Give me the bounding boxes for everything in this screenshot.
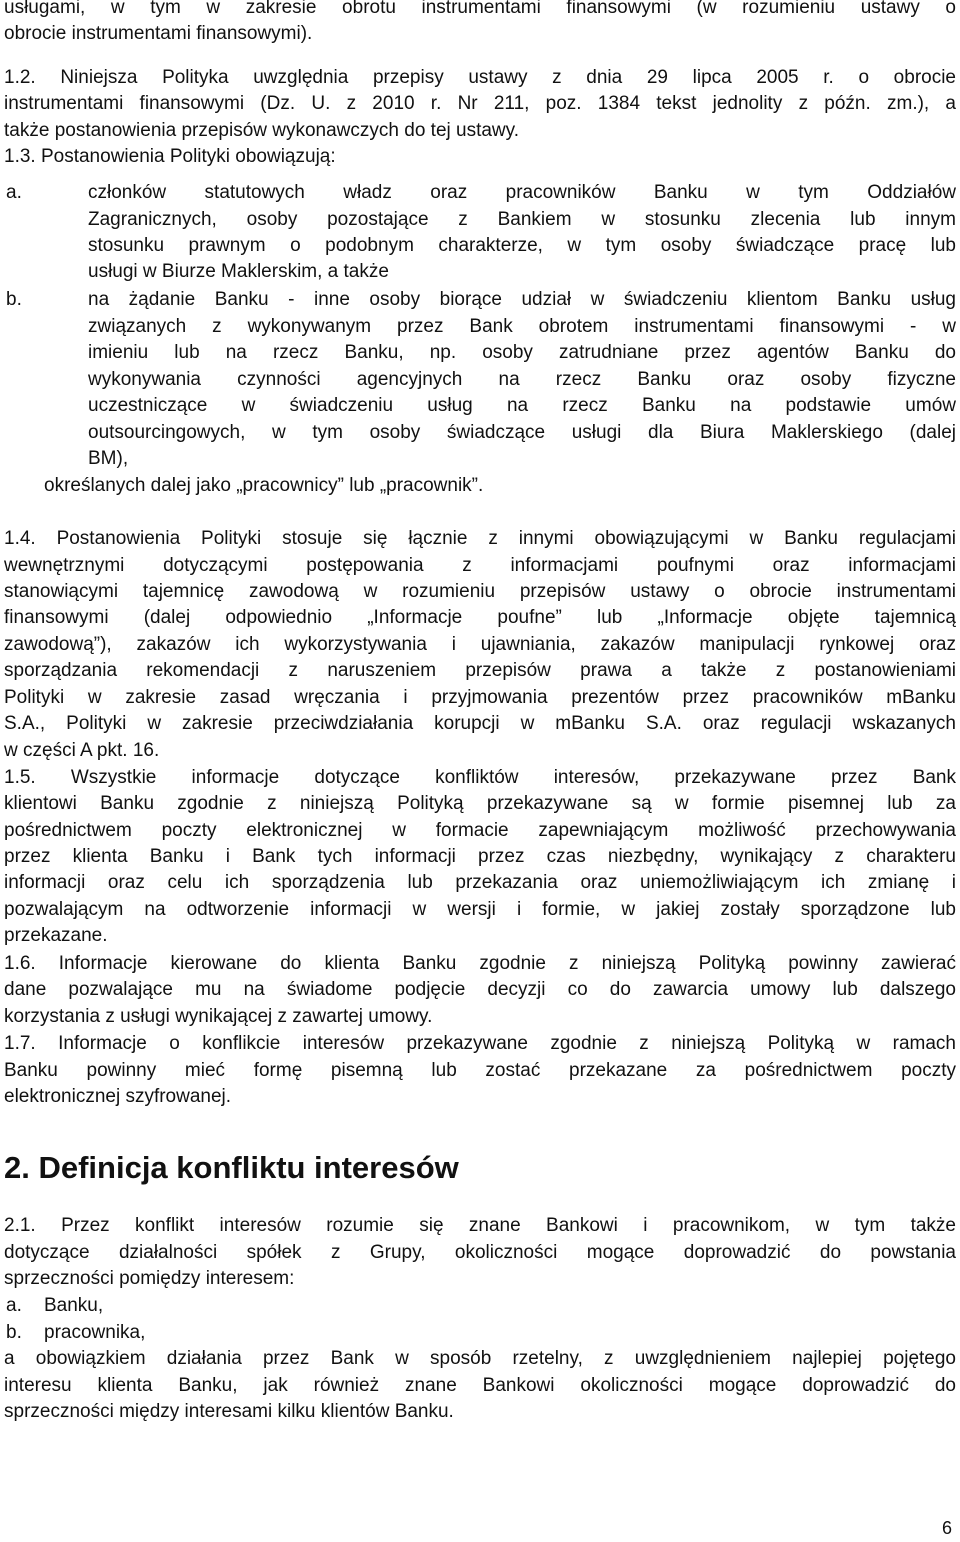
- para-2-1-end-line: interesu klienta Banku, jak również znane Bankowi okoliczności mogące doprowadzić do: [4, 1375, 956, 1396]
- para-1-4-line: stanowiącymi tajemnicę zawodową w rozumieniu przepisów ustawy o obrocie instrumentami: [4, 581, 956, 602]
- list-item-b-line: związanych z wykonywanym przez Bank obrotem instrumentami finansowymi - w: [88, 316, 956, 337]
- list-item-a-line: stosunku prawnym o podobnym charakterze, w tym osoby świadczące pracę lub: [88, 235, 956, 256]
- list-marker: a.: [6, 1295, 22, 1316]
- para-1-5-line: 1.5. Wszystkie informacje dotyczące konfliktów interesów, przekazywane przez Bank: [4, 767, 956, 788]
- para-2-1-line: dotyczące działalności spółek z Grupy, okoliczności mogące doprowadzić do powstania: [4, 1242, 956, 1263]
- para-1-4-line: Polityki w zakresie zasad wręczania i przyjmowania prezentów przez pracowników mBanku: [4, 687, 956, 708]
- para-1-5-line: pośrednictwem poczty elektronicznej w formacie zapewniającym możliwość przechowywania: [4, 820, 956, 841]
- para-1-4-line: sporządzania rekomendacji z naruszeniem przepisów prawa a także z postanowieniami: [4, 660, 956, 681]
- para-2-1-end-line: a obowiązkiem działania przez Bank w sposób rzetelny, z uwzględnieniem najlepiej pojętego: [4, 1348, 956, 1369]
- section-1-3-intro: 1.3. Postanowienia Polityki obowiązują:: [4, 146, 336, 167]
- list-item-a-line: Zagranicznych, osoby pozostające z Bankiem w stosunku zlecenia lub innym: [88, 209, 956, 230]
- list-item-b-line: BM),: [88, 448, 129, 469]
- list-item-a-line: członków statutowych władz oraz pracowników Banku w tym Oddziałów: [88, 182, 956, 203]
- text-line: obrocie instrumentami finansowymi).: [4, 23, 313, 44]
- para-1-7-line: Banku powinny mieć formę pisemną lub zostać przekazane za pośrednictwem poczty: [4, 1060, 956, 1081]
- list-item-b-line: imieniu lub na rzecz Banku, np. osoby zatrudniane przez agentów Banku do: [88, 342, 956, 363]
- para-1-5-line: przez klienta Banku i Bank tych informacji przez czas niezbędny, wynikający z charakteru: [4, 846, 956, 867]
- para-1-6-line: 1.6. Informacje kierowane do klienta Banku zgodnie z niniejszą Polityką powinny zawierać: [4, 953, 956, 974]
- para-1-6-line: dane pozwalające mu na świadome podjęcie decyzji co do zawarcia umowy lub dalszego: [4, 979, 956, 1000]
- list-item-b-line: wykonywania czynności agencyjnych na rzecz Banku oraz osoby fizyczne: [88, 369, 956, 390]
- para-1-4-line: w części A pkt. 16.: [4, 740, 160, 761]
- section-heading: 2. Definicja konfliktu interesów: [4, 1150, 459, 1185]
- para-1-6-line: korzystania z usługi wynikającej z zawartej umowy.: [4, 1006, 433, 1027]
- text-line: usługami, w tym w zakresie obrotu instrumentami finansowymi (w rozumieniu ustawy o: [4, 0, 956, 18]
- para-1-4-line: wewnętrznymi dotyczącymi postępowania z informacjami poufnymi oraz informacjami: [4, 555, 956, 576]
- para-2-1-line: sprzeczności pomiędzy interesem:: [4, 1268, 295, 1289]
- para-1-4-line: zawodową”), zakazów ich wykorzystywania i ujawniania, zakazów manipulacji rynkowej oraz: [4, 634, 956, 655]
- para-1-7-line: elektronicznej szyfrowanej.: [4, 1086, 232, 1107]
- para-1-5-line: klientowi Banku zgodnie z niniejszą Polityką przekazywane są w formie pisemnej lub za: [4, 793, 956, 814]
- para-2-1-end-line: sprzeczności między interesami kilku klientów Banku.: [4, 1401, 454, 1422]
- para-1-4-line: finansowymi (dalej odpowiednio „Informacje poufne” lub „Informacje objęte tajemnicą: [4, 607, 956, 628]
- text-line: także postanowienia przepisów wykonawczych do tej ustawy.: [4, 120, 520, 141]
- list-item-a-line: usługi w Biurze Maklerskim, a także: [88, 261, 389, 282]
- list-item-b-line: outsourcingowych, w tym osoby świadczące usługi dla Biura Maklerskiego (dalej: [88, 422, 956, 443]
- para-2-1-line: 2.1. Przez konflikt interesów rozumie się znane Bankowi i pracownikom, w tym także: [4, 1215, 956, 1236]
- list-item: pracownika,: [44, 1322, 146, 1343]
- list-marker: b.: [6, 1322, 22, 1343]
- text-line: 1.2. Niniejsza Polityka uwzględnia przepisy ustawy z dnia 29 lipca 2005 r. o obrocie: [4, 67, 956, 88]
- para-1-4-line: S.A., Polityki w zakresie przeciwdziałania korupcji w mBanku S.A. oraz regulacji wskazanych: [4, 713, 956, 734]
- para-1-5-line: pozwalającym na odtworzenie informacji w wersji i formie, w jakiej zostały sporządzone lub: [4, 899, 956, 920]
- page-number: 6: [941, 1518, 952, 1538]
- para-1-5-line: przekazane.: [4, 925, 108, 946]
- list-item-b-line: na żądanie Banku - inne osoby biorące udział w świadczeniu klientom Banku usług: [88, 289, 956, 310]
- para-1-4-line: 1.4. Postanowienia Polityki stosuje się łącznie z innymi obowiązującymi w Banku regulacjami: [4, 528, 956, 549]
- para-1-7-line: 1.7. Informacje o konflikcie interesów przekazywane zgodnie z niniejszą Polityką w ramach: [4, 1033, 956, 1054]
- list-item: Banku,: [44, 1295, 104, 1316]
- list-marker-b: b.: [6, 289, 22, 310]
- list-marker-a: a.: [6, 182, 22, 203]
- para-1-5-line: informacji oraz celu ich sporządzenia lub przekazania oraz uniemożliwiającym ich zmianę i: [4, 872, 956, 893]
- list-closing: określanych dalej jako „pracownicy” lub „pracownik”.: [44, 475, 484, 496]
- list-item-b-line: uczestniczące w świadczeniu usług na rzecz Banku na podstawie umów: [88, 395, 956, 416]
- text-line: instrumentami finansowymi (Dz. U. z 2010 r. Nr 211, poz. 1384 tekst jednolity z późn. zm.), a: [4, 93, 956, 114]
